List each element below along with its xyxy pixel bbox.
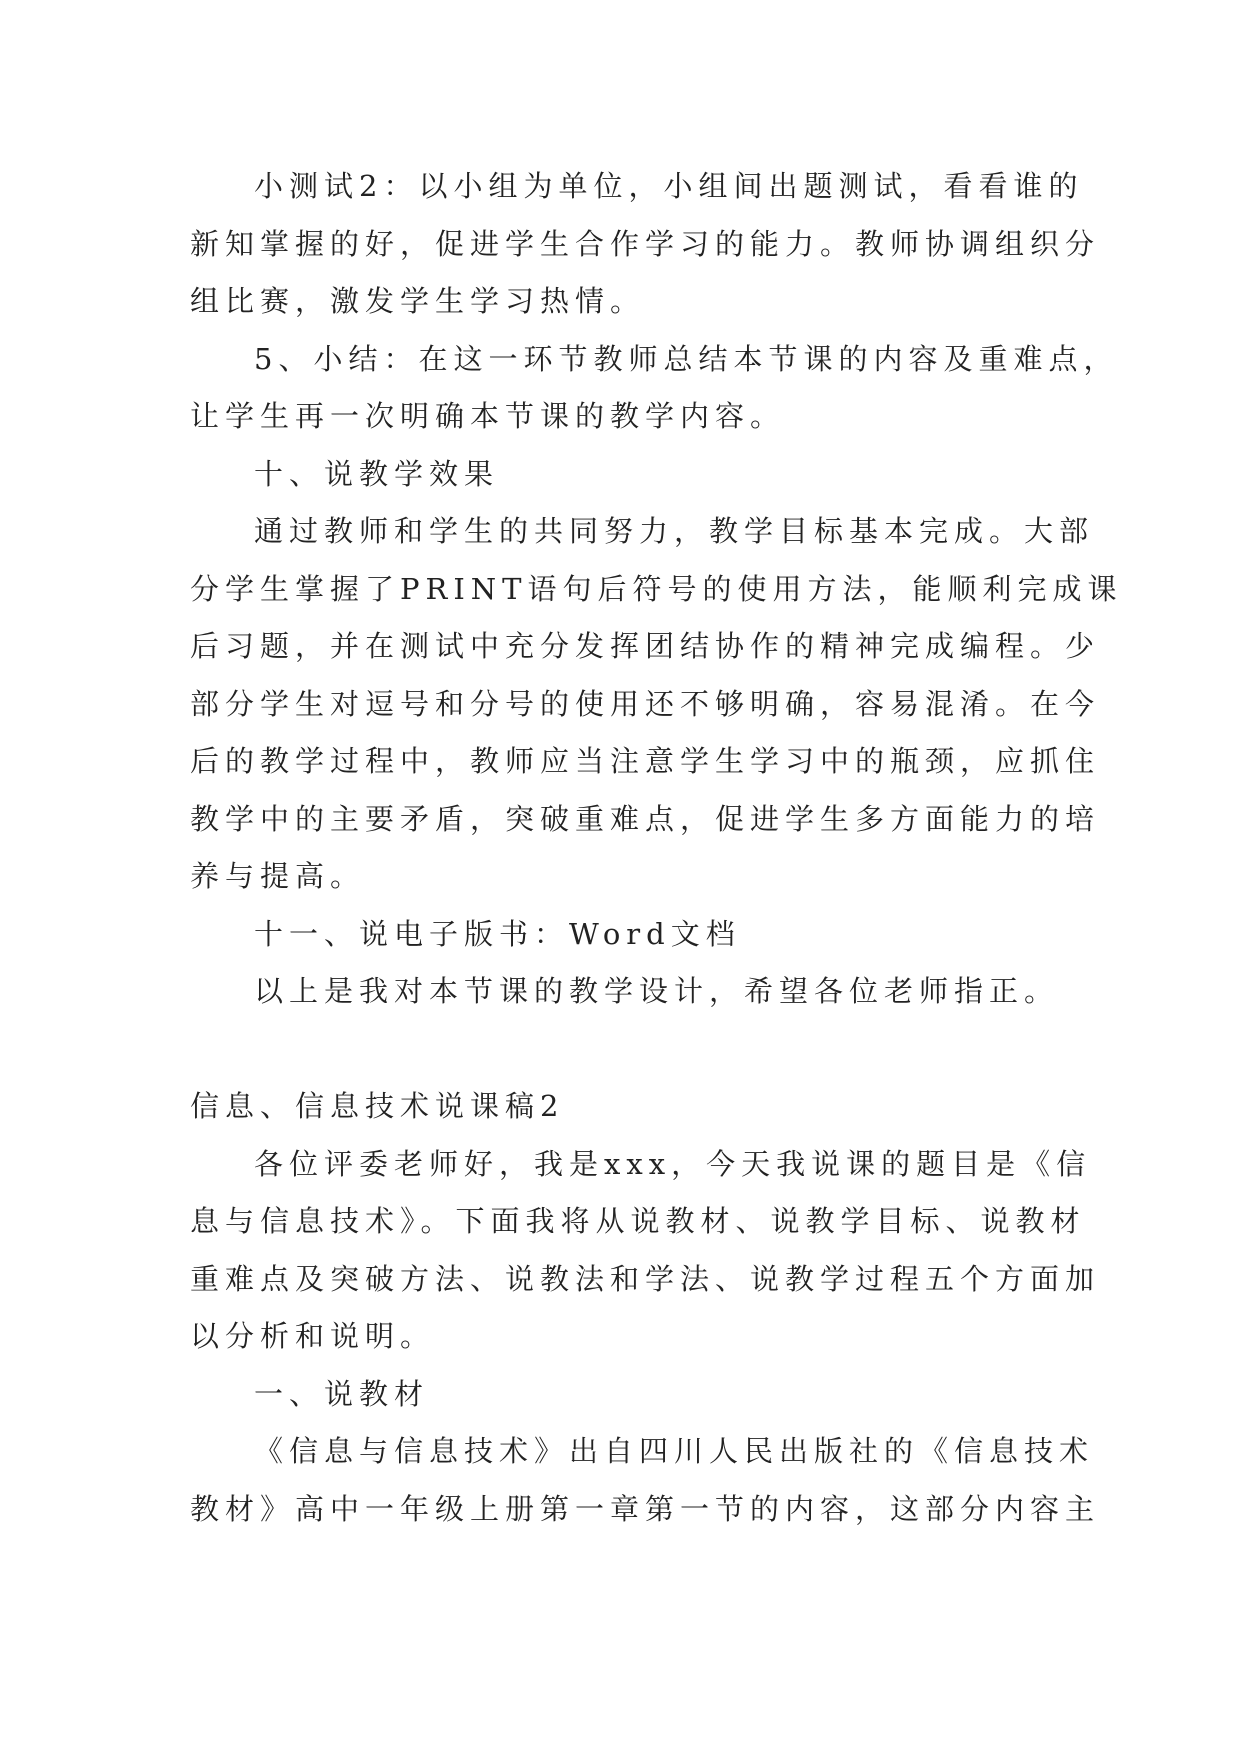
section-heading: 十一、说电子版书：Word文档 <box>254 917 741 951</box>
paragraph-line: 各位评委老师好，我是xxx，今天我说课的题目是《信 <box>254 1147 1092 1181</box>
document-title: 信息、信息技术说课稿2 <box>190 1089 565 1123</box>
paragraph-line: 重难点及突破方法、说教法和学法、说教学过程五个方面加 <box>190 1262 1101 1296</box>
paragraph-line: 让学生再一次明确本节课的教学内容。 <box>190 399 786 433</box>
paragraph-line: 教材》高中一年级上册第一章第一节的内容，这部分内容主 <box>190 1492 1101 1526</box>
paragraph-line: 以分析和说明。 <box>190 1319 436 1353</box>
paragraph-line: 教学中的主要矛盾，突破重难点，促进学生多方面能力的培 <box>190 802 1101 836</box>
paragraph-line: 部分学生对逗号和分号的使用还不够明确，容易混淆。在今 <box>190 687 1101 721</box>
paragraph-line: 息与信息技术》。下面我将从说教材、说教学目标、说教材 <box>190 1204 1086 1238</box>
paragraph-line: 组比赛，激发学生学习热情。 <box>190 284 646 318</box>
paragraph-line: 新知掌握的好，促进学生合作学习的能力。教师协调组织分 <box>190 227 1101 261</box>
paragraph-line: 养与提高。 <box>190 859 366 893</box>
section-heading: 一、说教材 <box>254 1377 430 1411</box>
section-heading: 十、说教学效果 <box>254 457 500 491</box>
paragraph-line: 分学生掌握了PRINT语句后符号的使用方法，能顺利完成课 <box>190 572 1123 606</box>
paragraph-line: 后的教学过程中，教师应当注意学生学习中的瓶颈，应抓住 <box>190 744 1101 778</box>
paragraph-line: 通过教师和学生的共同努力，教学目标基本完成。大部 <box>254 514 1095 548</box>
paragraph-line: 以上是我对本节课的教学设计，希望各位老师指正。 <box>254 974 1060 1008</box>
paragraph-line: 《信息与信息技术》出自四川人民出版社的《信息技术 <box>254 1434 1095 1468</box>
paragraph-line: 后习题，并在测试中充分发挥团结协作的精神完成编程。少 <box>190 629 1101 663</box>
paragraph-line: 小测试2：以小组为单位，小组间出题测试，看看谁的 <box>254 169 1084 203</box>
paragraph-line: 5、小结：在这一环节教师总结本节课的内容及重难点， <box>254 342 1119 376</box>
